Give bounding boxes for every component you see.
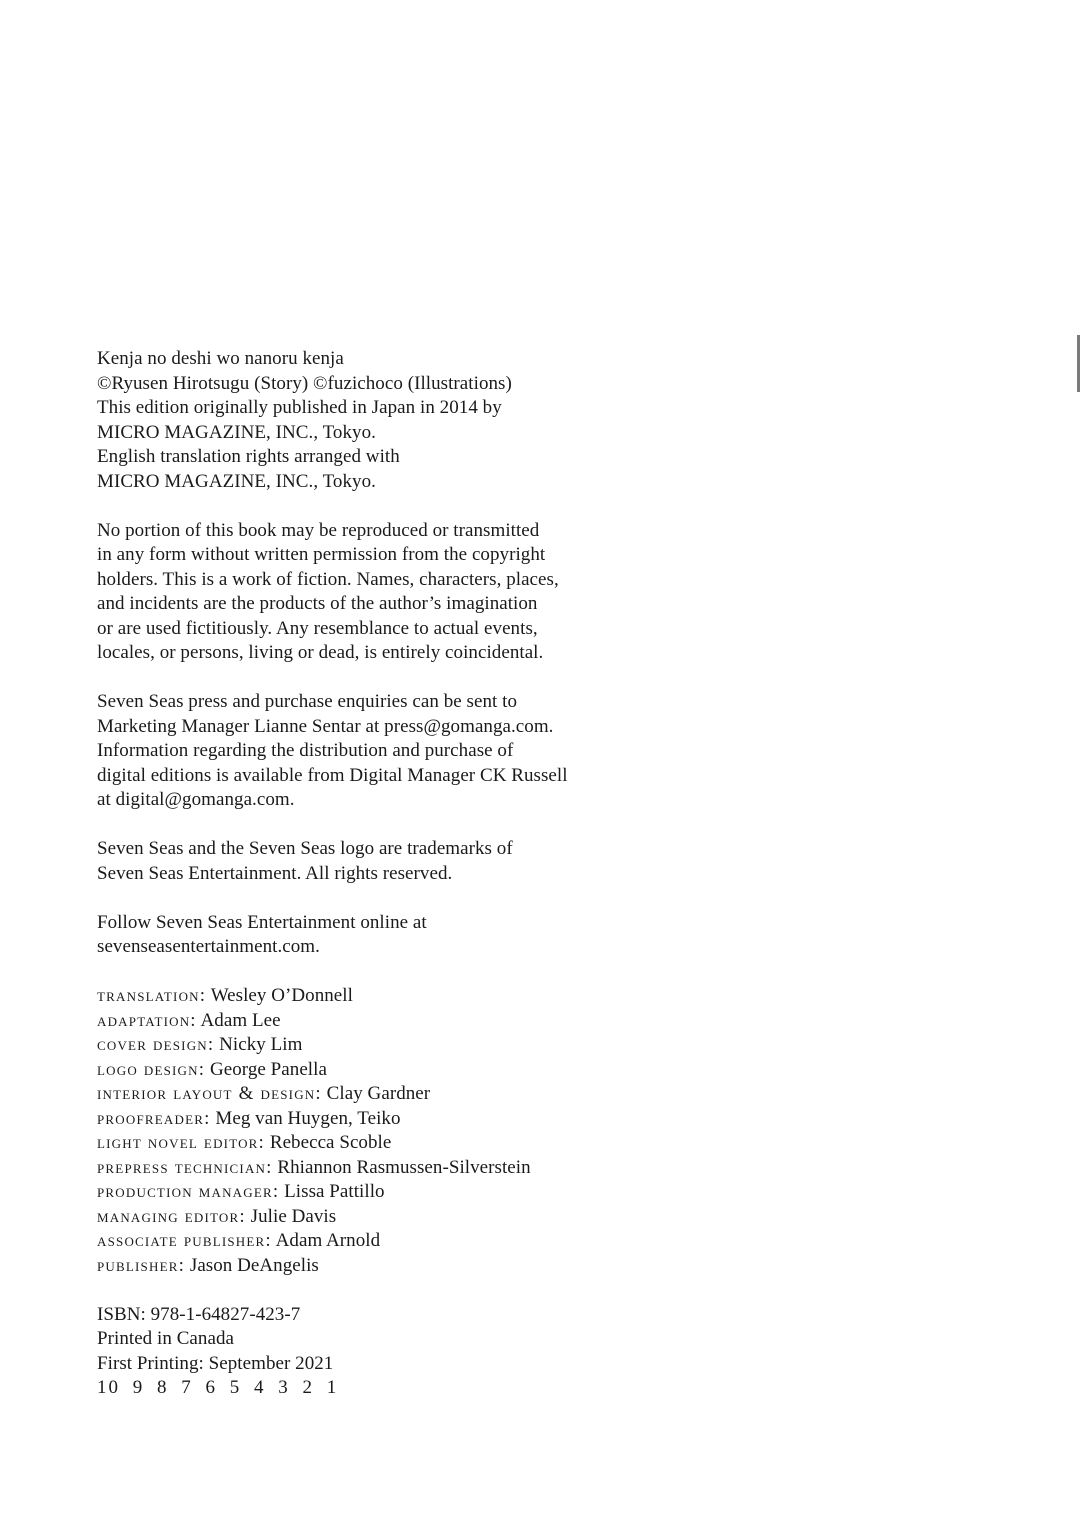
trademark-line: Seven Seas and the Seven Seas logo are trademarks of [97, 838, 513, 859]
disclaimer-line: No portion of this book may be reproduced or transmitted [97, 519, 540, 541]
credit-entry [97, 1009, 657, 1034]
credit-entry [97, 1082, 657, 1107]
contact-line: Information regarding the distribution and purchase of [97, 740, 514, 761]
credit-role: associate publisher: [97, 1230, 272, 1251]
credit-role: prepress technician: [97, 1156, 273, 1178]
credit-entry [97, 1107, 657, 1132]
credit-name: Adam Lee [196, 1009, 281, 1031]
contact-block [97, 690, 657, 813]
isbn: ISBN: 978-1-64827-423-7 [97, 1303, 301, 1325]
credits-block [97, 984, 657, 1278]
credit-name: Meg van Huygen, Teiko [210, 1107, 401, 1129]
credit-entry [97, 1205, 657, 1230]
disclaimer-line: holders. This is a work of fiction. Names, characters, places, [97, 568, 559, 590]
credit-role: interior layout & design: [97, 1083, 322, 1104]
disclaimer-line: locales, or persons, living or dead, is entirely coincidental. [97, 642, 544, 663]
credit-role: adaptation: [97, 1009, 197, 1031]
credit-role: logo design: [97, 1058, 206, 1080]
trademark-line: Seven Seas Entertainment. All rights reserved. [97, 862, 453, 884]
credit-name: Rebecca Scoble [265, 1132, 392, 1153]
printed-in: Printed in Canada [97, 1328, 234, 1349]
original-title: Kenja no deshi wo nanoru kenja [97, 348, 344, 369]
credit-entry [97, 1033, 657, 1058]
contact-line: Marketing Manager Lianne Sentar at press@gomanga.com. [97, 715, 554, 737]
credit-name: Nicky Lim [214, 1034, 303, 1055]
credit-name: Clay Gardner [321, 1083, 431, 1104]
disclaimer-line: in any form without written permission from the copyright [97, 544, 546, 565]
credit-entry [97, 984, 657, 1009]
credit-entry [97, 1254, 657, 1279]
credit-name: Jason DeAngelis [185, 1254, 319, 1276]
follow-line: Follow Seven Seas Entertainment online at [97, 911, 427, 933]
website-line: sevenseasentertainment.com. [97, 936, 320, 957]
credit-entry [97, 1156, 657, 1181]
follow-block [97, 911, 657, 960]
publication-info-block [97, 1303, 657, 1401]
contact-line: digital editions is available from Digital Manager CK Russell [97, 764, 568, 786]
credit-role: managing editor: [97, 1205, 246, 1227]
copyright-notice-block [97, 347, 657, 494]
rights-disclaimer-block [97, 519, 657, 666]
copyright-line: English translation rights arranged with [97, 446, 400, 467]
trademark-block [97, 837, 657, 886]
credit-name: Julie Davis [245, 1205, 337, 1227]
print-line: 10 9 8 7 6 5 4 3 2 1 [97, 1377, 339, 1398]
contact-line: at digital@gomanga.com. [97, 789, 295, 810]
copyright-line: MICRO MAGAZINE, INC., Tokyo. [97, 470, 376, 492]
copyright-holders: ©Ryusen Hirotsugu (Story) ©fuzichoco (Illustrations) [97, 372, 512, 394]
credit-role: publisher: [97, 1254, 186, 1276]
credit-role: translation: [97, 985, 207, 1006]
copyright-line: This edition originally published in Japan in 2014 by [97, 397, 502, 418]
disclaimer-line: and incidents are the products of the author’s imagination [97, 593, 538, 614]
credit-entry [97, 1180, 657, 1205]
credit-role: production manager: [97, 1181, 280, 1202]
credit-name: Wesley O’Donnell [206, 985, 353, 1006]
credit-entry [97, 1229, 657, 1254]
credit-name: George Panella [205, 1058, 327, 1080]
credit-role: light novel editor: [97, 1132, 266, 1153]
first-printing: First Printing: September 2021 [97, 1352, 334, 1374]
copyright-page [97, 347, 657, 1425]
credit-name: Lissa Pattillo [279, 1181, 385, 1202]
disclaimer-line: or are used fictitiously. Any resemblance to actual events, [97, 617, 538, 639]
credit-role: proofreader: [97, 1107, 211, 1129]
credit-entry [97, 1131, 657, 1156]
copyright-line: MICRO MAGAZINE, INC., Tokyo. [97, 421, 376, 443]
contact-line: Seven Seas press and purchase enquiries can be sent to [97, 691, 518, 712]
credit-entry [97, 1058, 657, 1083]
credit-role: cover design: [97, 1034, 215, 1055]
credit-name: Rhiannon Rasmussen-Silverstein [272, 1156, 531, 1178]
credit-name: Adam Arnold [271, 1230, 381, 1251]
